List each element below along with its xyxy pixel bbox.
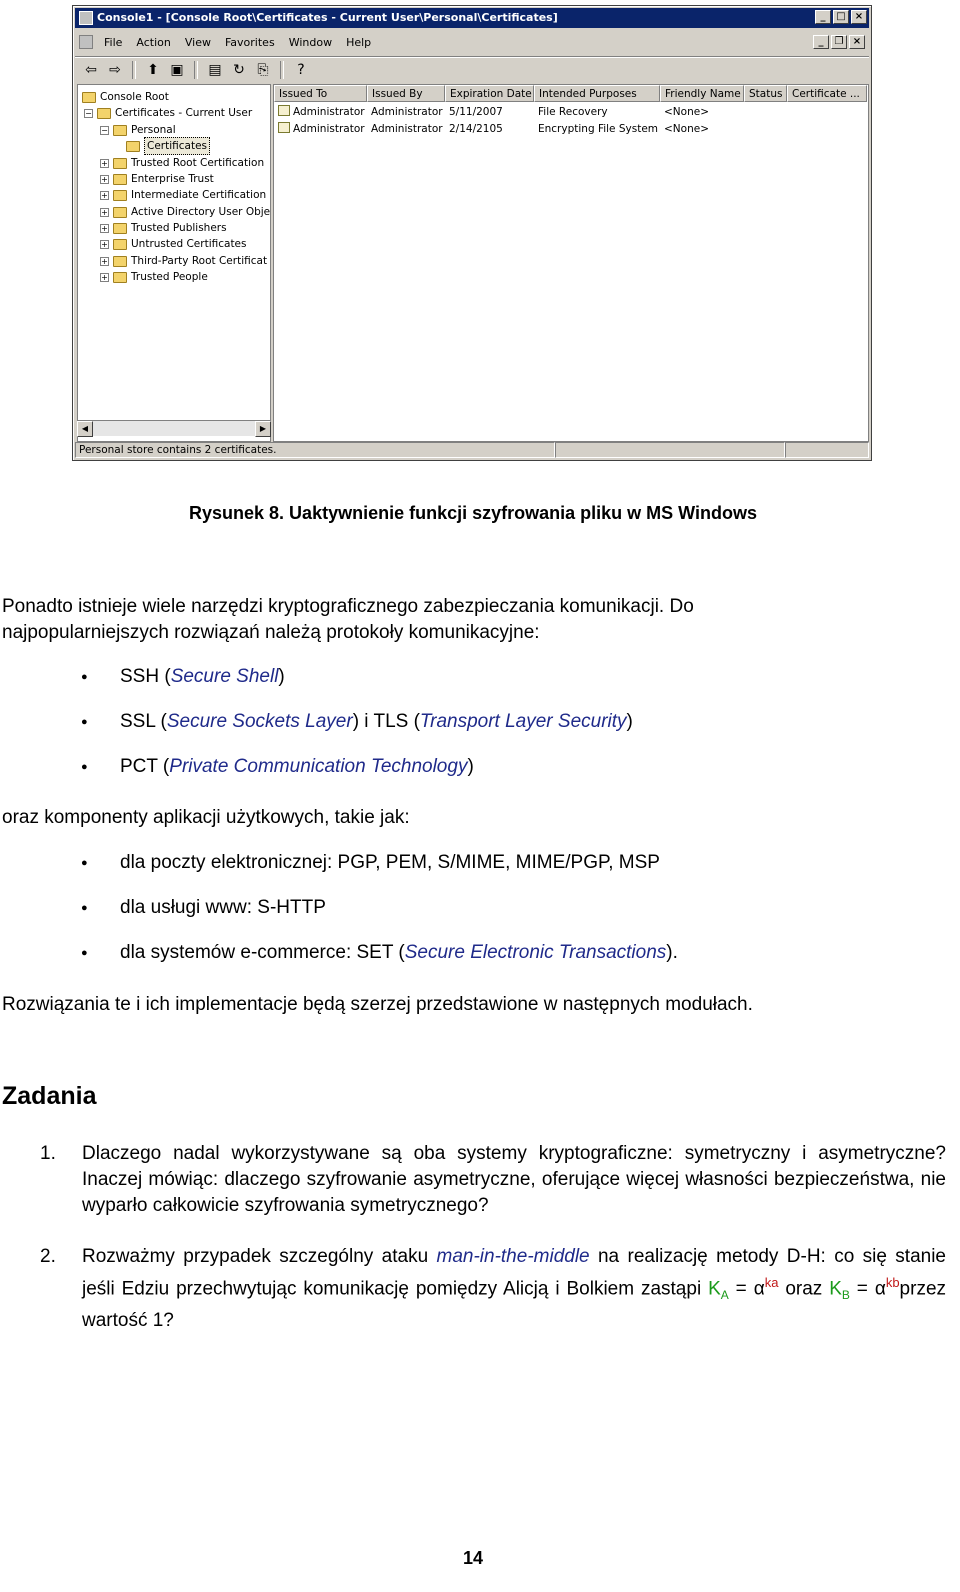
folder-icon (113, 158, 127, 169)
expand-icon[interactable]: + (101, 158, 108, 168)
tree-node[interactable]: + Enterprise Trust (101, 173, 214, 185)
tree-node[interactable]: − Certificates - Current User (85, 107, 253, 119)
collapse-icon[interactable]: − (85, 108, 92, 118)
task-1: 1. Dlaczego nadal wykorzystywane są oba systemy kryptograficzne: symetryczny i asymetryczne? Inaczej mówiąc: dlaczego szyfrowanie asymetryczne, oferujące więcej własności bezpieczeństwa, nie wyparło całkowicie szyfrowania symetrycznego? (40, 1143, 946, 1216)
intro-line-1: Ponadto istnieje wiele narzędzi kryptograficznego zabezpieczania komunikacji. Do (2, 596, 694, 617)
maximize-button[interactable]: □ (833, 10, 849, 24)
console-app-icon (79, 11, 93, 25)
scroll-right-icon[interactable]: ▶ (255, 421, 271, 437)
expand-icon[interactable]: + (101, 207, 108, 217)
refresh-icon[interactable]: ↻ (233, 61, 245, 78)
tree-node[interactable]: + Untrusted Certificates (101, 238, 247, 250)
minimize-button[interactable]: _ (815, 10, 831, 24)
window-titlebar (75, 8, 869, 28)
table-row[interactable]: Administrator Administrator 5/11/2007 File Recovery <None> (274, 104, 744, 121)
toolbar (75, 56, 869, 82)
column-issued-by[interactable]: Issued By (367, 85, 445, 102)
tree-node[interactable]: Console Root (82, 89, 169, 105)
tree-node[interactable]: + Active Directory User Obje (101, 206, 271, 218)
delete-icon[interactable]: ▤ (208, 61, 222, 78)
scroll-left-icon[interactable]: ◀ (77, 421, 93, 437)
task-2: 2. Rozważmy przypadek szczególny ataku man-in-the-middle na realizację metody D-H: co się stanie jeśli Edziu przechwytując komunikację pomiędzy Alicją i Bolkiem zastąpi $K_A = \alpha^{ka}$ oraz $K_B$ = $\alpha^{kb}przez$ wartość 1? (40, 1246, 947, 1332)
tree-node[interactable]: + Trusted Publishers (101, 222, 227, 234)
back-arrow-icon[interactable]: ⇦ (85, 61, 97, 78)
expand-icon[interactable]: + (101, 256, 108, 266)
column-certificate[interactable]: Certificate ... (787, 85, 867, 102)
up-folder-icon[interactable]: ⬆ (147, 61, 159, 78)
mdi-restore-button[interactable]: ❐ (831, 35, 847, 49)
collapse-icon[interactable]: − (101, 125, 108, 135)
window-title: Console1 - [Console Root\Certificates - Current User\Personal\Certificates] (97, 11, 558, 24)
menu-action[interactable]: Action (136, 35, 171, 49)
folder-icon (113, 125, 127, 136)
menu-window[interactable]: Window (288, 35, 333, 49)
forward-arrow-icon[interactable]: ⇨ (109, 61, 121, 78)
menubar (75, 32, 869, 52)
mmc-window (72, 5, 872, 461)
certificate-list (273, 84, 869, 442)
tree-node[interactable]: + Third-Party Root Certificat (101, 255, 268, 267)
expand-icon[interactable]: + (101, 174, 108, 184)
column-intended-purposes[interactable]: Intended Purposes (534, 85, 660, 102)
expand-icon[interactable]: + (101, 190, 108, 200)
menu-help[interactable]: Help (346, 35, 372, 49)
page-number: 14 (462, 1548, 484, 1568)
column-expiration-date[interactable]: Expiration Date (445, 85, 534, 102)
tree-node[interactable]: + Trusted People (101, 271, 208, 283)
folder-icon (82, 92, 96, 103)
intro-line-2: najpopularniejszych rozwiązań należą protokoły komunikacyjne: (2, 622, 540, 643)
column-issued-to[interactable]: Issued To (274, 85, 367, 102)
show-hide-tree-icon[interactable]: ▣ (170, 61, 184, 78)
components-intro: oraz komponenty aplikacji użytkowych, takie jak: (2, 807, 410, 828)
menu-favorites[interactable]: Favorites (224, 35, 275, 49)
menu-view[interactable]: View (184, 35, 211, 49)
certificate-icon (278, 105, 290, 116)
export-list-icon[interactable]: ⎘ (257, 61, 269, 78)
console-tree (77, 84, 271, 442)
folder-icon (113, 272, 127, 283)
tree-node[interactable]: + Trusted Root Certification (101, 157, 265, 169)
folder-icon (113, 174, 127, 185)
column-friendly-name[interactable]: Friendly Name (660, 85, 744, 102)
section-title: Zadania (2, 1082, 97, 1110)
mdi-minimize-button[interactable]: _ (813, 35, 829, 49)
mdi-system-icon[interactable] (79, 35, 93, 49)
folder-icon (113, 239, 127, 250)
tree-node[interactable]: + Intermediate Certification (101, 189, 267, 201)
folder-icon (113, 256, 127, 267)
tree-horizontal-scrollbar[interactable] (77, 420, 271, 436)
table-row[interactable]: Administrator Administrator 2/14/2105 Encrypting File System <None> (274, 121, 744, 138)
closing-paragraph: Rozwiązania te i ich implementacje będą szerzej przedstawione w następnych modułach. (2, 994, 753, 1015)
folder-icon (113, 207, 127, 218)
folder-icon (113, 223, 127, 234)
mdi-close-button[interactable]: × (849, 35, 865, 49)
close-button[interactable]: × (851, 10, 867, 24)
tree-node-selected[interactable]: Certificates (126, 138, 210, 154)
status-text: Personal store contains 2 certificates. (75, 442, 555, 458)
folder-icon (113, 190, 127, 201)
status-bar (75, 442, 869, 458)
column-status[interactable]: Status (744, 85, 787, 102)
expand-icon[interactable]: + (101, 239, 108, 249)
expand-icon[interactable]: + (101, 223, 108, 233)
menu-file[interactable]: File (104, 35, 123, 49)
list-header (274, 85, 867, 102)
expand-icon[interactable]: + (101, 272, 108, 282)
certificate-icon (278, 122, 290, 133)
tree-node[interactable]: − Personal (101, 124, 176, 136)
folder-icon (126, 141, 140, 152)
figure-caption: Rysunek 8. Uaktywnienie funkcji szyfrowania pliku w MS Windows (189, 503, 757, 523)
help-icon[interactable]: ? (297, 61, 305, 78)
folder-icon (97, 108, 111, 119)
